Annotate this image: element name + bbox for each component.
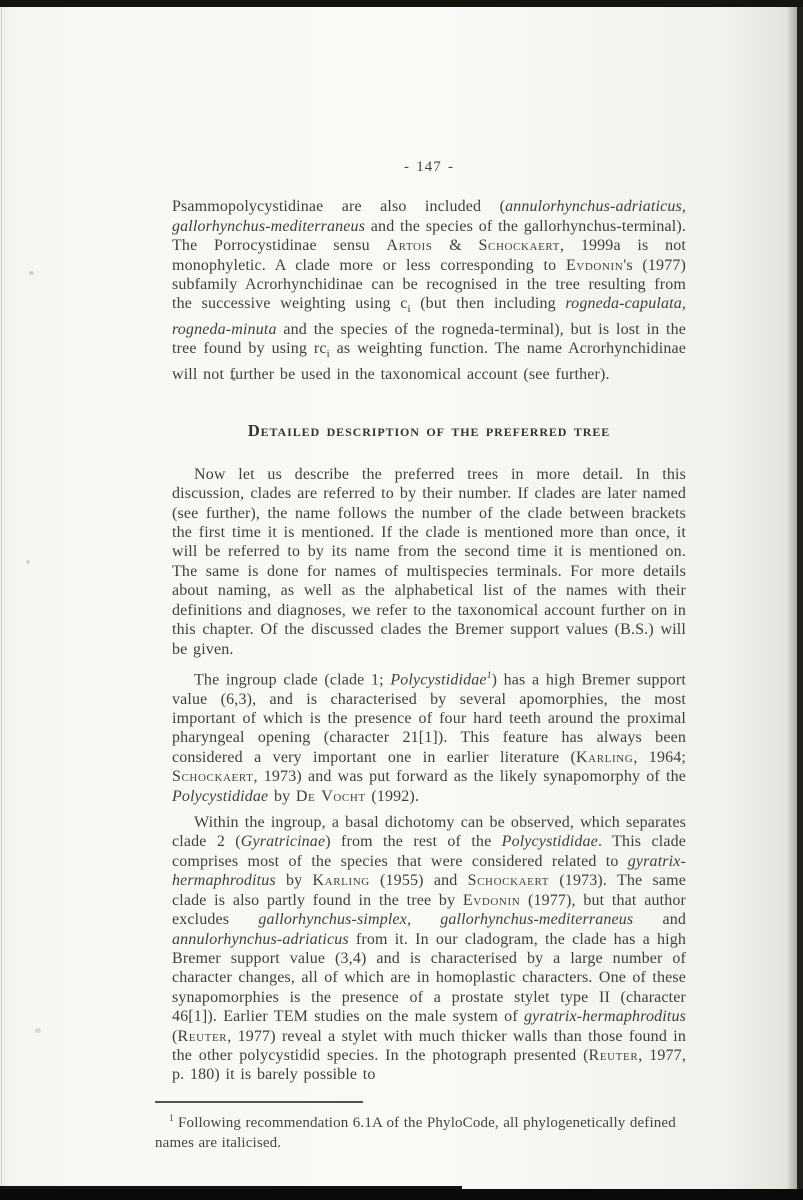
paragraph-preferred-trees-intro: Now let us describe the preferred trees in more detail. In this discussion, clades are referred to by their number. If clades are later named (see further), the name follows the number of the clade between brackets the first time it is mentioned. If the clade is mentioned more than once, it will be referred to by its name from the second time it is mentioned on. The same is done for names of multispecies terminals. For more details about naming, as well as the alphabetical list of the names with their definitions and diagnoses, we refer to the taxonomical account further on in this chapter. Of the discussed clades the Bremer support values (B.S.) will be given.: [172, 465, 686, 658]
footnote-text: $^1$ Following recommendation 6.1A of the PhyloCode, all phylogenetically defined names are italicised.: [155, 1113, 676, 1151]
paragraph-basal-dichotomy: Within the ingroup, a basal dichotomy can be observed, which separates clade 2 (Gyratricinae) from the rest of the Polycystididae. This clade comprises most of the species that were considered related to gyratrix-hermaphroditus by Karling (1955) and Schockaert (1973). The same clade is also partly found in the tree by Evdonin (1977), but that author excludes gallorhynchus-simplex, gallorhynchus-mediterraneus and annulorhynchus-adriaticus from it. In our cladogram, the clade has a high Bremer support value (3,4) and is characterised by a large number of character changes, all of which are in homoplastic characters. One of these synapomorphies is the presence of a prostate stylet type II (character 46[1]). Earlier TEM studies on the male system of gyratrix-hermaphroditus (Reuter, 1977) reveal a stylet with much thicker walls than those found in the other polycystidid species. In the photograph presented (Reuter, 1977, p. 180) it is barely possible to: [172, 814, 687, 1084]
binding-gutter-line: [7, 7, 8, 1186]
page-number: - 147 -: [404, 159, 454, 175]
scan-right-edge: [797, 7, 803, 1189]
foxing-speck: [29, 271, 34, 275]
binding-gutter-line: [4, 7, 5, 1186]
scan-bottom-edge-step: [0, 1186, 462, 1189]
footnote-area: [155, 1101, 686, 1153]
footnote-separator-rule: [155, 1101, 363, 1103]
foxing-speck: [26, 560, 30, 564]
section-heading: Detailed description of the preferred tree: [247, 421, 611, 441]
scan-top-edge: [0, 0, 803, 7]
scan-bottom-edge: [0, 1189, 803, 1200]
paragraph-ingroup-clade: The ingroup clade (clade 1; Polycystididae$^1$) has a high Bremer support value (6,3), and is characterised by several apomorphies, the most important of which is the presence of four hard teeth around the proximal pharyngeal opening (character 21[1]). This feature has always been considered a very important one in earlier literature (Karling, 1964; Schockaert, 1973) and was put forward as the likely synapomorphy of the Polycystididae by De Vocht (1992).: [172, 669, 687, 805]
binding-gutter-line: [1, 7, 2, 1186]
foxing-speck: [35, 1028, 41, 1033]
page-stack-edge: [788, 7, 797, 1189]
paragraph-psammopolycystidinae: Psammopolycystidinae are also included (annulorhynchus-adriaticus, gallorhynchus-mediterraneus and the species of the gallorhynchus-terminal). The Porrocystidinae sensu Artois & Schockaert, 1999a is not monophyletic. A clade more or less corresponding to Evdonin's (1977) subfamily Acrorhynchidinae can be recognised in the tree resulting from the successive weighting using $c_i$ (but then including rogneda-capulata, rogneda-minuta and the species of the rogneda-terminal), but is lost in the tree found by using $rc_i$ as weighting function. The name Acrorhynchidinae will not further be used in the taxonomical account (see further).: [172, 198, 686, 384]
page-text-block: [155, 158, 687, 1153]
